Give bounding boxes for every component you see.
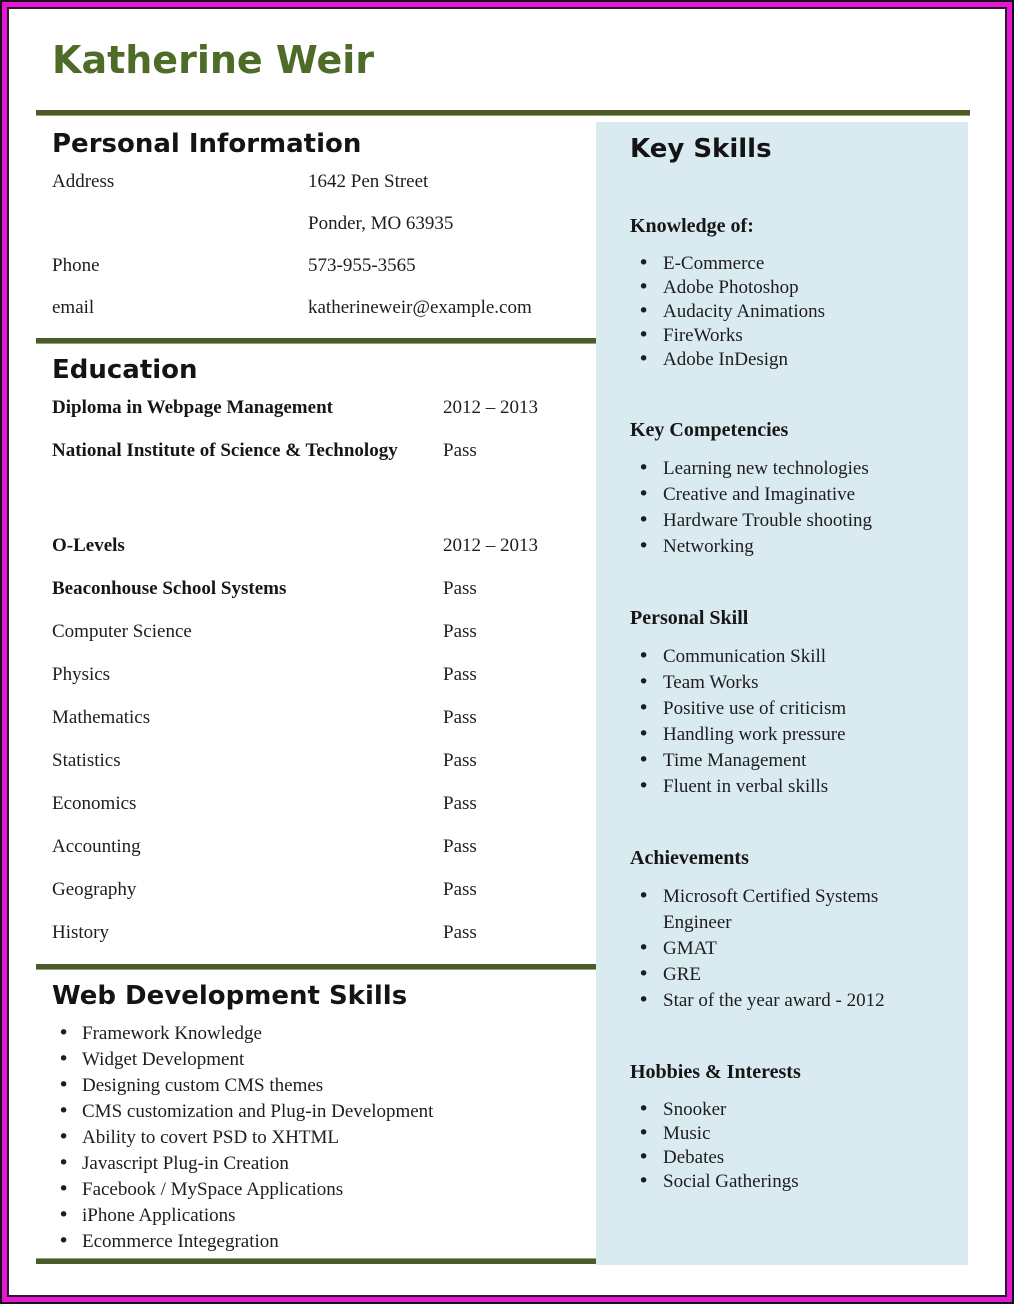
education-subject-grade: Pass	[443, 707, 477, 728]
education-entry-label: Beaconhouse School Systems	[52, 578, 287, 599]
list-item: • Networking	[630, 534, 950, 560]
list-item: • Ability to covert PSD to XHTML	[52, 1125, 606, 1151]
key-skills-panel	[596, 122, 968, 1265]
list-item: • Handling work pressure	[630, 722, 950, 748]
education-entry-label: O-Levels	[52, 535, 125, 556]
education-subject: Geography	[52, 879, 137, 900]
list-item: • Facebook / MySpace Applications	[52, 1177, 606, 1203]
education-entry-value: 2012 – 2013	[443, 397, 538, 418]
list-item: • Positive use of criticism	[630, 696, 950, 722]
education-subject-grade: Pass	[443, 836, 477, 857]
education-subject-grade: Pass	[443, 879, 477, 900]
section-title-web-development-skills: Web Development Skills	[52, 981, 408, 1011]
education-subject-grade: Pass	[443, 793, 477, 814]
page-title: Katherine Weir	[52, 38, 374, 82]
list-item: • Hardware Trouble shooting	[630, 508, 950, 534]
personal-skill-list	[630, 644, 950, 800]
hobbies-interests-list	[630, 1098, 950, 1194]
list-item: • Widget Development	[52, 1047, 606, 1073]
education-subject-grade: Pass	[443, 664, 477, 685]
personal-info-value: Ponder, MO 63935	[308, 213, 454, 234]
subsection-title-personal-skill: Personal Skill	[630, 607, 749, 629]
education-table	[52, 393, 606, 961]
section-divider	[36, 338, 606, 344]
education-subject: Statistics	[52, 750, 121, 771]
personal-info-value: 573-955-3565	[308, 255, 416, 276]
left-column	[36, 118, 606, 1264]
list-item: • Debates	[630, 1146, 950, 1170]
knowledge-of-list	[630, 252, 950, 372]
list-item: • Microsoft Certified Systems Engineer	[630, 884, 950, 936]
education-subject: Computer Science	[52, 621, 192, 642]
list-item: • Snooker	[630, 1098, 950, 1122]
list-item: • Music	[630, 1122, 950, 1146]
list-item: • Learning new technologies	[630, 456, 950, 482]
education-gap	[52, 479, 606, 531]
education-entry-label: National Institute of Science & Technology	[52, 440, 398, 461]
subsection-title-knowledge-of: Knowledge of:	[630, 215, 754, 237]
education-subject-grade: Pass	[443, 750, 477, 771]
achievements-list	[630, 884, 950, 1014]
key-competencies-list	[630, 456, 950, 560]
subsection-title-key-competencies: Key Competencies	[630, 419, 789, 441]
list-item: • Social Gatherings	[630, 1170, 950, 1194]
education-subject: Physics	[52, 664, 111, 685]
list-item: • Ecommerce Integegration	[52, 1229, 606, 1255]
personal-info-value: 1642 Pen Street	[308, 171, 429, 192]
education-entry-value: 2012 – 2013	[443, 535, 538, 556]
list-item: • Javascript Plug-in Creation	[52, 1151, 606, 1177]
education-subject: Accounting	[52, 836, 141, 857]
list-item: • Adobe InDesign	[630, 348, 950, 372]
page-content	[7, 7, 1007, 1297]
page-border	[2, 2, 1012, 1302]
web-development-skills-list	[52, 1021, 606, 1255]
education-subject-grade: Pass	[443, 621, 477, 642]
section-title-personal-information: Personal Information	[52, 129, 362, 159]
list-item: • GMAT	[630, 936, 950, 962]
list-item: • GRE	[630, 962, 950, 988]
list-item: • Audacity Animations	[630, 300, 950, 324]
list-item: • Designing custom CMS themes	[52, 1073, 606, 1099]
education-entry-label: Diploma in Webpage Management	[52, 397, 333, 418]
section-divider	[36, 1258, 606, 1264]
list-item: • Time Management	[630, 748, 950, 774]
list-item: • Team Works	[630, 670, 950, 696]
list-item: • Framework Knowledge	[52, 1021, 606, 1047]
education-entry-value: Pass	[443, 440, 477, 461]
education-subject-grade: Pass	[443, 922, 477, 943]
personal-info-value: katherineweir@example.com	[308, 297, 532, 318]
list-item: • Creative and Imaginative	[630, 482, 950, 508]
personal-info-label	[52, 209, 308, 251]
subsection-title-achievements: Achievements	[630, 847, 749, 869]
personal-info-label: Phone	[52, 255, 100, 276]
section-divider	[36, 964, 606, 970]
education-subject: History	[52, 922, 109, 943]
education-subject: Mathematics	[52, 707, 151, 728]
list-item: • CMS customization and Plug-in Development	[52, 1099, 606, 1125]
list-item: • iPhone Applications	[52, 1203, 606, 1229]
list-item: • Fluent in verbal skills	[630, 774, 950, 800]
list-item: • Communication Skill	[630, 644, 950, 670]
list-item: • E-Commerce	[630, 252, 950, 276]
personal-info-label: Address	[52, 171, 115, 192]
section-title-education: Education	[52, 355, 198, 385]
section-title-key-skills: Key Skills	[630, 134, 772, 164]
list-item: • FireWorks	[630, 324, 950, 348]
personal-info-table	[52, 167, 606, 335]
list-item: • Star of the year award - 2012	[630, 988, 950, 1014]
personal-info-label: email	[52, 297, 95, 318]
list-item: • Adobe Photoshop	[630, 276, 950, 300]
education-entry-value: Pass	[443, 578, 477, 599]
subsection-title-hobbies-interests: Hobbies & Interests	[630, 1061, 801, 1083]
header-divider	[36, 110, 970, 116]
education-subject: Economics	[52, 793, 137, 814]
